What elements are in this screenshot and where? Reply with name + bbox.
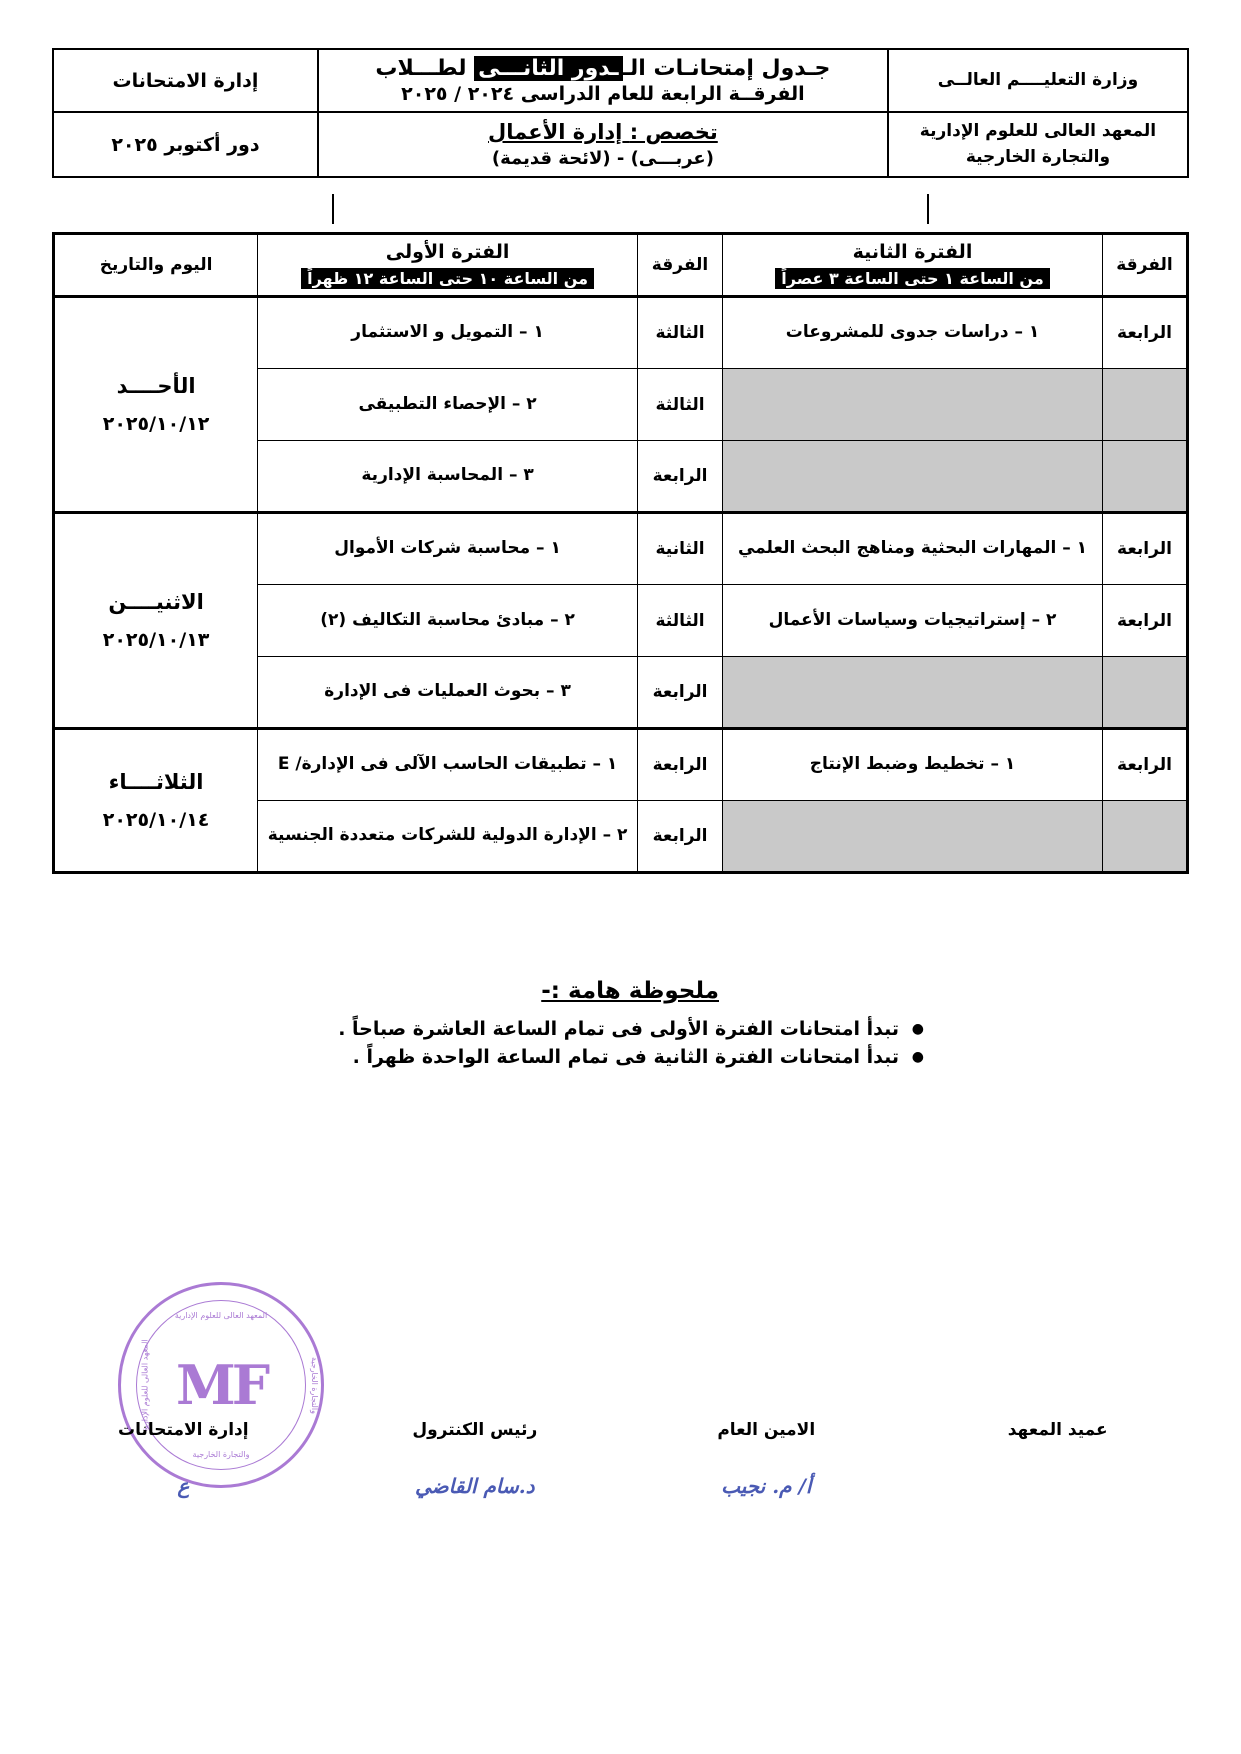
- p2-group: الرابعة: [1102, 297, 1187, 369]
- exam-title-line2: الفرقــة الرابعة للعام الدراسى ٢٠٢٤ / ٢٠٢٥: [401, 83, 805, 105]
- stamp-left-text: المعهد العالى للعلوم الإدارية: [140, 1338, 150, 1432]
- signature-title: رئيس الكنترول: [412, 1420, 538, 1440]
- p2-subject: ١ – تخطيط وضبط الإنتاج: [723, 729, 1103, 801]
- period2-label: الفترة الثانية: [852, 241, 973, 263]
- p1-group: الرابعة: [638, 801, 723, 873]
- signature-title: الامين العام: [717, 1420, 816, 1440]
- connector-tick-right: [927, 194, 929, 224]
- p1-subject: ٣ – بحوث العمليات فى الإدارة: [258, 657, 638, 729]
- signature-title: عميد المعهد: [1007, 1420, 1108, 1440]
- p2-group-empty: [1102, 801, 1187, 873]
- p1-subject: ١ – التمويل و الاستثمار: [258, 297, 638, 369]
- document-header: [52, 48, 1189, 178]
- ministry-line1: وزارة التعليــــم العالــى: [937, 69, 1139, 90]
- p1-group: الثالثة: [638, 369, 723, 441]
- department-cell: إدارة الامتحانات: [53, 49, 318, 112]
- p1-subject: ٢ – الإحصاء التطبيقى: [258, 369, 638, 441]
- period2-time: من الساعة ١ حتى الساعة ٣ عصراً: [775, 268, 1049, 289]
- table-row: [54, 729, 1188, 801]
- p2-group-empty: [1102, 657, 1187, 729]
- day-name: الاثنيــــن: [108, 589, 204, 614]
- p1-subject: ٢ – الإدارة الدولية للشركات متعددة الجنسية: [258, 801, 638, 873]
- notes-title: ملحوظة هامة :-: [541, 978, 719, 1004]
- th-period2: [723, 234, 1103, 297]
- day-name: الأحــــد: [116, 373, 196, 398]
- p2-subject: ١ – دراسات جدوى للمشروعات: [723, 297, 1103, 369]
- title-cell: [318, 49, 888, 112]
- exam-title-line: [327, 56, 879, 81]
- specialization-line: [327, 120, 879, 144]
- p2-subject: ١ – المهارات البحثية ومناهج البحث العلمي: [723, 513, 1103, 585]
- p2-group: الرابعة: [1102, 729, 1187, 801]
- p2-subject-empty: [723, 369, 1103, 441]
- signature-mark: أ/ م. نجيب: [721, 1474, 812, 1498]
- ministry-line3: والتجارة الخارجية: [965, 146, 1111, 167]
- p2-group-empty: [1102, 369, 1187, 441]
- table-header-row: [54, 234, 1188, 297]
- period1-time: من الساعة ١٠ حتى الساعة ١٢ ظهراً: [301, 268, 594, 289]
- p1-group: الرابعة: [638, 729, 723, 801]
- signature-row: [60, 1420, 1181, 1498]
- signature-mark: د.سام القاضي: [414, 1474, 535, 1498]
- signature-dean: [934, 1420, 1181, 1475]
- table-row: [54, 513, 1188, 585]
- spec-value: إدارة الأعمال: [488, 120, 623, 144]
- stamp-top-text: المعهد العالى للعلوم الإدارية: [174, 1311, 268, 1320]
- p1-subject: ٢ – مبادئ محاسبة التكاليف (٢): [258, 585, 638, 657]
- th-group-2: الفرقة: [1102, 234, 1187, 297]
- day-date: ٢٠٢٥/١٠/١٤: [102, 809, 210, 832]
- signature-secretary-general: [643, 1420, 890, 1498]
- header-table: [52, 48, 1189, 178]
- signature-control-head: [351, 1420, 598, 1498]
- schedule-table-wrap: [52, 232, 1189, 874]
- day-cell: [54, 297, 258, 513]
- title-prefix: جـدول إمتحانـات الـ: [622, 56, 831, 81]
- stamp-initials: MF: [175, 1353, 267, 1417]
- p2-group: الرابعة: [1102, 513, 1187, 585]
- list-item: ● تبدأ امتحانات الفترة الأولى فى تمام الساعة العاشرة صباحاً .: [52, 1018, 1189, 1040]
- p2-subject-empty: [723, 657, 1103, 729]
- p1-group: الرابعة: [638, 657, 723, 729]
- day-cell: [54, 513, 258, 729]
- stamp-right-text: والتجارة الخارجية: [310, 1356, 320, 1414]
- day-date: ٢٠٢٥/١٠/١٣: [102, 629, 210, 652]
- ministry-cell: [888, 49, 1188, 112]
- notes-list: [52, 1018, 1189, 1068]
- title-highlight: ـدور الثانـــى: [474, 56, 622, 81]
- specialization-sub: (عربـــى) - (لائحة قديمة): [491, 148, 714, 169]
- signature-title: إدارة الامتحانات: [118, 1420, 249, 1440]
- institute-cell: [888, 112, 1188, 177]
- p2-subject-empty: [723, 801, 1103, 873]
- p1-group: الثانية: [638, 513, 723, 585]
- ministry-line2: المعهد العالى للعلوم الإدارية: [919, 121, 1157, 141]
- spec-label: تخصص :: [629, 120, 718, 144]
- day-cell: [54, 729, 258, 873]
- notes-section: [52, 978, 1189, 1074]
- signature-mark: [934, 1474, 1181, 1475]
- signature-exams-admin: [60, 1420, 307, 1498]
- p1-subject: ١ – محاسبة شركات الأموال: [258, 513, 638, 585]
- schedule-table: [52, 232, 1189, 874]
- p1-subject: ١ – تطبيقات الحاسب الآلى فى الإدارة/ E: [258, 729, 638, 801]
- table-row: [54, 297, 1188, 369]
- p2-subject: ٢ – إستراتيجيات وسياسات الأعمال: [723, 585, 1103, 657]
- connector-tick-left: [332, 194, 334, 224]
- specialization-cell: [318, 112, 888, 177]
- p1-subject: ٣ – المحاسبة الإدارية: [258, 441, 638, 513]
- period1-label: الفترة الأولى: [385, 241, 510, 263]
- p1-group: الثالثة: [638, 585, 723, 657]
- signature-mark: ع: [177, 1474, 190, 1498]
- p2-subject-empty: [723, 441, 1103, 513]
- stamp-bottom-text: والتجارة الخارجية: [192, 1450, 250, 1459]
- title-suffix: لطـــلاب: [375, 56, 475, 81]
- th-day-date: اليوم والتاريخ: [54, 234, 258, 297]
- p1-group: الثالثة: [638, 297, 723, 369]
- p2-group-empty: [1102, 441, 1187, 513]
- th-group-1: الفرقة: [638, 234, 723, 297]
- p1-group: الرابعة: [638, 441, 723, 513]
- session-cell: دور أكتوبر ٢٠٢٥: [53, 112, 318, 177]
- p2-group: الرابعة: [1102, 585, 1187, 657]
- th-period1: [258, 234, 638, 297]
- list-item: ● تبدأ امتحانات الفترة الثانية فى تمام الساعة الواحدة ظهراً .: [52, 1046, 1189, 1068]
- day-name: الثلاثــــاء: [108, 769, 204, 794]
- day-date: ٢٠٢٥/١٠/١٢: [102, 413, 210, 436]
